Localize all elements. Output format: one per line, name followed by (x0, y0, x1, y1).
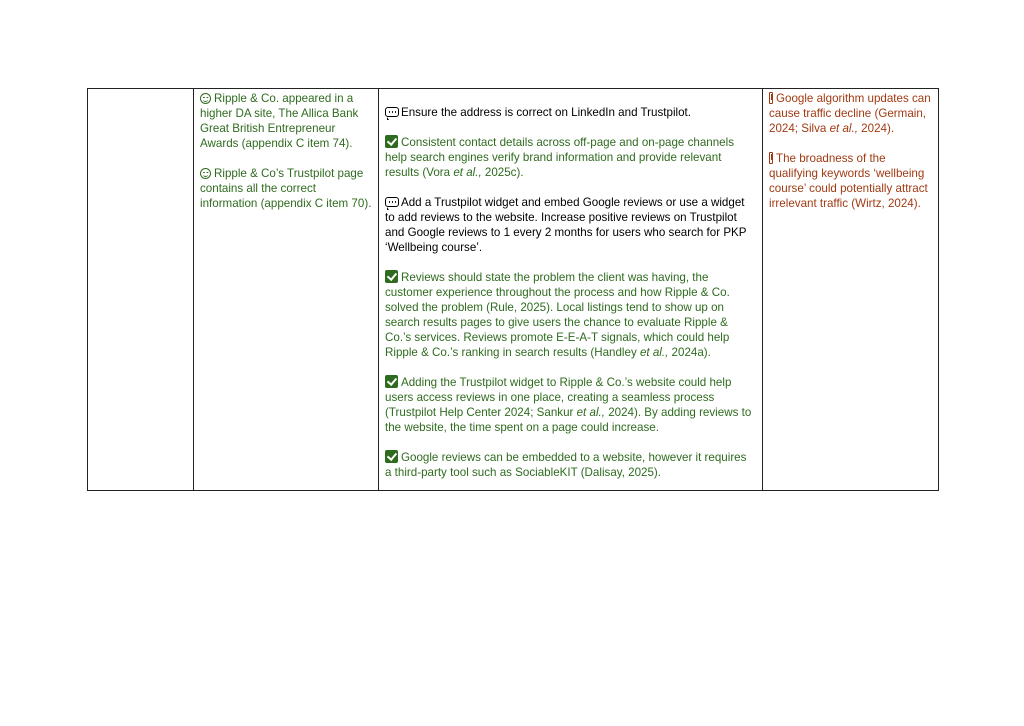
warning-icon (769, 92, 773, 104)
finding-text: Ripple & Co’s Trustpilot page contains all the correct information (appendix C item 70). (200, 167, 372, 210)
risk-entry (769, 151, 932, 211)
finding-text: Ripple & Co. appeared in a higher DA site, The Allica Bank Great British Entrepreneur Awards (appendix C item 74). (200, 92, 359, 150)
citation-italic: et al., (639, 346, 669, 359)
rationale-entry (385, 375, 756, 435)
rationale-text: Reviews should state the problem the client was having, the customer experience throughout the process and how Ripple & Co. solved the problem (Rule, 2025). Local listings tend to show up on search results pages to give users the chance to evaluate Ripple & Co.’s services. Reviews promote E-E-A-T signals, which could help Ripple & Co.’s ranking in search results (Handley (385, 271, 730, 359)
risks-cell (763, 89, 939, 491)
rationale-text: Adding the Trustpilot widget to Ripple & Co.’s website could help users access reviews in one place, creating a seamless process (Trustpilot Help Center 2024; Sankur (385, 376, 732, 419)
finding-entry (200, 166, 372, 211)
risk-text-end: 2024). (857, 122, 895, 135)
check-icon (385, 450, 398, 463)
rationale-entry (385, 135, 756, 180)
empty-cell (88, 89, 194, 491)
action-entry (385, 105, 756, 120)
rationale-text-end: 2025c). (481, 166, 524, 179)
recommendations-cell (379, 89, 763, 491)
warning-icon (769, 152, 773, 164)
speech-bubble-icon (385, 197, 399, 207)
check-icon (385, 135, 398, 148)
analysis-table (87, 88, 939, 491)
smile-icon (200, 93, 211, 104)
risk-text: Google algorithm updates can cause traffic decline (Germain, 2024; Silva (769, 92, 931, 135)
speech-bubble-icon (385, 107, 399, 117)
rationale-text: Consistent contact details across off-page and on-page channels help search engines verify brand information and provide relevant results (Vora (385, 136, 734, 179)
citation-italic: et al., (829, 122, 858, 135)
rationale-text-end: 2024a). (668, 346, 711, 359)
rationale-text: Google reviews can be embedded to a website, however it requires a third-party tool such as SociableKIT (Dalisay, 2025). (385, 451, 747, 479)
findings-cell (194, 89, 379, 491)
action-entry (385, 195, 756, 255)
finding-entry (200, 91, 372, 151)
table-row (88, 89, 939, 491)
action-text: Add a Trustpilot widget and embed Google reviews or use a widget to add reviews to the website. Increase positive reviews on Trustpilot and Google reviews to 1 every 2 months for users who search for PKP ‘Wellbeing course’. (385, 196, 747, 254)
citation-italic: et al., (453, 166, 482, 179)
check-icon (385, 375, 398, 388)
risk-text: The broadness of the qualifying keywords ‘wellbeing course’ could potentially attract irrelevant traffic (Wirtz, 2024). (769, 152, 928, 210)
action-text: Ensure the address is correct on LinkedIn and Trustpilot. (401, 106, 692, 119)
risk-entry (769, 91, 932, 136)
citation-italic: et al., (576, 406, 605, 419)
rationale-entry (385, 450, 756, 480)
rationale-text-end: 2024). By adding reviews to the website, the time spent on a page could increase. (385, 406, 752, 434)
rationale-entry (385, 270, 756, 360)
smile-icon (200, 168, 211, 179)
check-icon (385, 270, 398, 283)
